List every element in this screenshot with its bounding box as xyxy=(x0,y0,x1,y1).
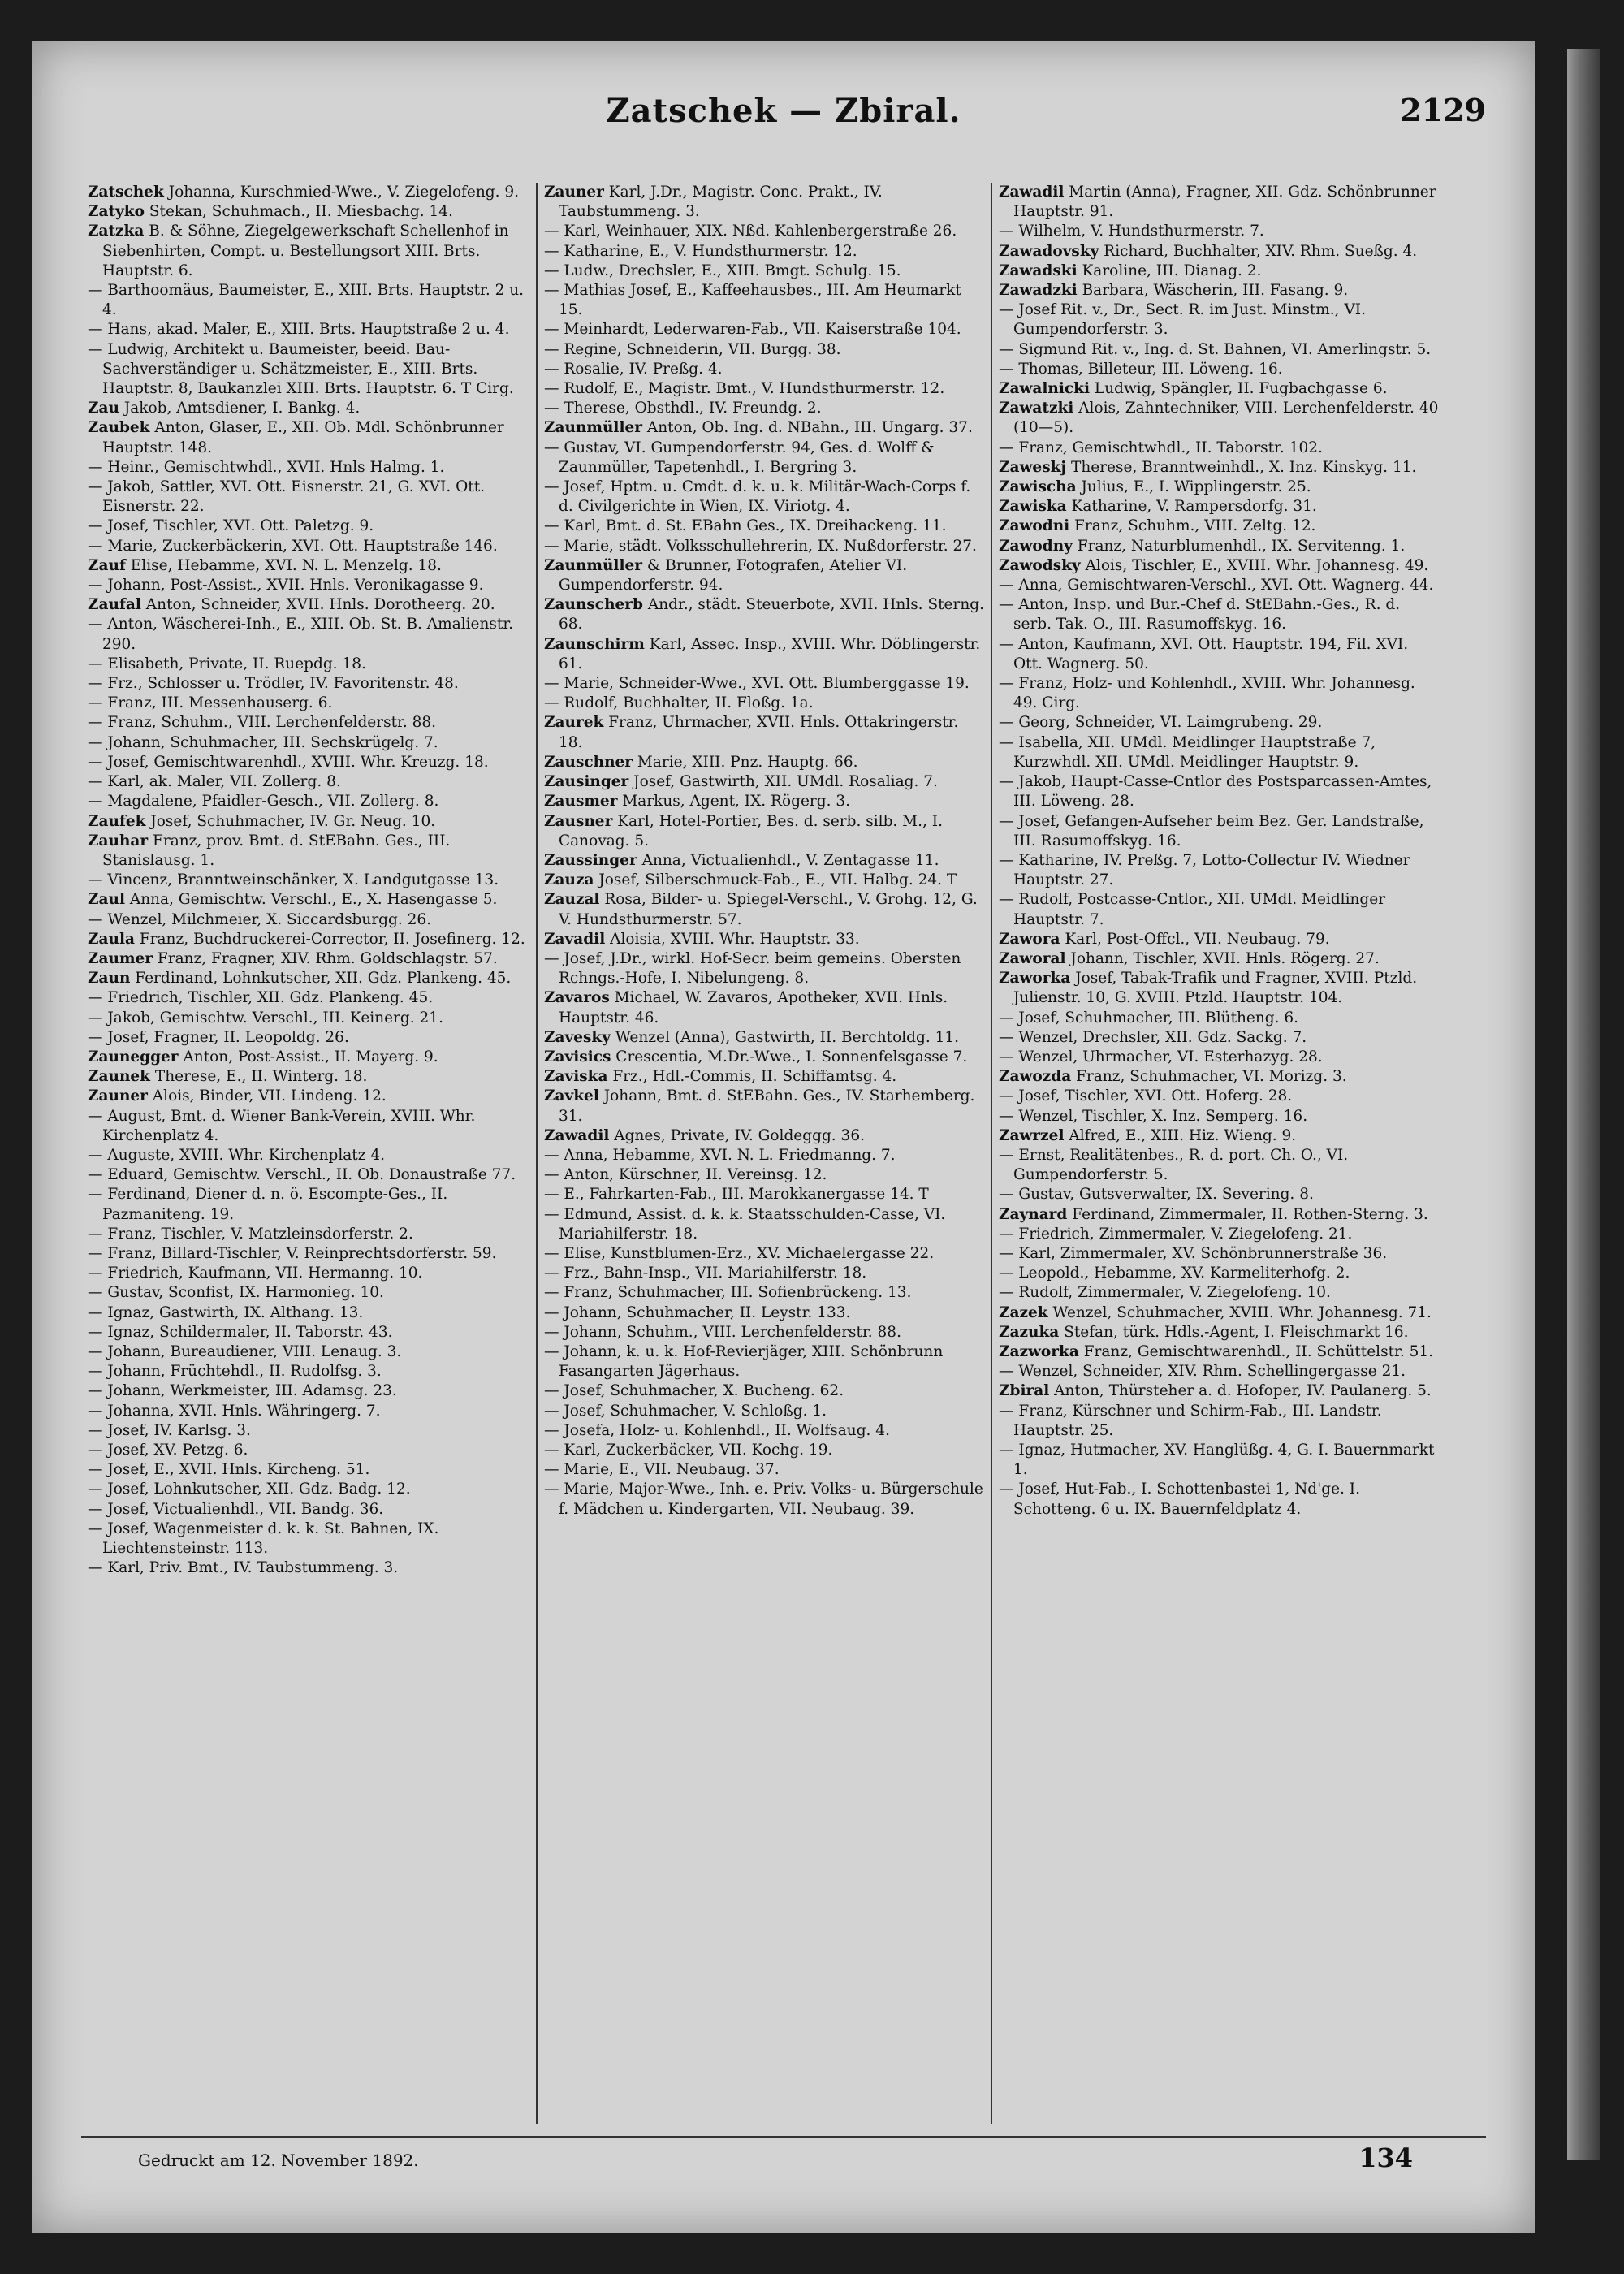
directory-entry: — Franz, III. Messenhauserg. 6. xyxy=(88,694,333,712)
directory-entry: — Josef, Lohnkutscher, XII. Gdz. Badg. 12. xyxy=(88,1481,411,1498)
directory-entry: Zaussinger Anna, Victualienhdl., V. Zentagasse 11. xyxy=(544,851,939,869)
directory-entry: — Franz, Gemischtwhdl., II. Taborstr. 102. xyxy=(999,439,1323,456)
directory-entry: — Jakob, Gemischtw. Verschl., III. Keinerg. 21. xyxy=(88,1009,443,1027)
directory-entry: — Elisabeth, Private, II. Ruepdg. 18. xyxy=(88,655,366,672)
directory-entry: — Josef, Schuhmacher, V. Schloßg. 1. xyxy=(544,1402,827,1420)
directory-entry: — Jakob, Sattler, XVI. Ott. Eisnerstr. 21, G. XVI. Ott. Eisnerstr. 22. xyxy=(88,478,486,516)
directory-entry: — Friedrich, Zimmermaler, V. Ziegelofeng. 21. xyxy=(999,1225,1353,1243)
directory-entry: Zaufek Josef, Schuhmacher, IV. Gr. Neug. 10. xyxy=(88,812,436,830)
directory-entry: Zazuka Stefan, türk. Hdls.-Agent, I. Fleischmarkt 16. xyxy=(999,1323,1409,1341)
directory-entry: Zaweskj Therese, Branntweinhdl., X. Inz. Kinskyg. 11. xyxy=(999,458,1417,476)
directory-entry: — Frz., Bahn-Insp., VII. Mariahilferstr. 18. xyxy=(544,1265,867,1282)
directory-entry: Zaunek Therese, E., II. Winterg. 18. xyxy=(88,1068,368,1086)
directory-entry: — Jakob, Haupt-Casse-Cntlor des Postsparcassen-Amtes, III. Löweng. 28. xyxy=(999,773,1432,811)
directory-entry: — Sigmund Rit. v., Ing. d. St. Bahnen, VI. Amerlingstr. 5. xyxy=(999,340,1432,358)
directory-entry: — Franz, Billard-Tischler, V. Reinprechtsdorferstr. 59. xyxy=(88,1244,497,1262)
directory-entry: — Katharine, E., V. Hundsthurmerstr. 12. xyxy=(544,242,857,260)
page-number: 2129 xyxy=(1400,92,1486,128)
directory-entry: Zawalnicki Ludwig, Spängler, II. Fugbachgasse 6. xyxy=(999,380,1388,398)
column-right xyxy=(991,183,1445,2124)
directory-entry: — Gustav, Gutsverwalter, IX. Severing. 8. xyxy=(999,1186,1314,1204)
directory-entry: — Rosalie, IV. Preßg. 4. xyxy=(544,360,723,378)
directory-entry: Zavkel Johann, Bmt. d. StEBahn. Ges., IV. Starhemberg. 31. xyxy=(544,1087,975,1125)
directory-entry: Zaunmüller & Brunner, Fotografen, Atelier VI. Gumpendorferstr. 94. xyxy=(544,556,908,594)
directory-entry: — Josef, Gefangen-Aufseher beim Bez. Ger. Landstraße, III. Rasumoffskyg. 16. xyxy=(999,812,1424,850)
directory-entry: Zawozda Franz, Schuhmacher, VI. Morizg. 3. xyxy=(999,1068,1347,1086)
directory-entry: — Heinr., Gemischtwhdl., XVII. Hnls Halmg. 1. xyxy=(88,458,445,476)
directory-entry: — Gustav, VI. Gumpendorferstr. 94, Ges. d. Wolff & Zaunmüller, Tapetenhdl., I. Bergring 3. xyxy=(544,439,935,476)
directory-entry: Zaurek Franz, Uhrmacher, XVII. Hnls. Ottakringerstr. 18. xyxy=(544,714,959,751)
directory-entry: Zaufal Anton, Schneider, XVII. Hnls. Dorotheerg. 20. xyxy=(88,596,495,614)
directory-entry: Zausmer Markus, Agent, IX. Rögerg. 3. xyxy=(544,793,850,811)
directory-entry: — Johann, Werkmeister, III. Adamsg. 23. xyxy=(88,1382,397,1400)
directory-entry: — Franz, Tischler, V. Matzleinsdorferstr. 2. xyxy=(88,1225,413,1243)
directory-entry: Zatschek Johanna, Kurschmied-Wwe., V. Ziegelofeng. 9. xyxy=(88,184,520,201)
directory-entry: Zawodni Franz, Schuhm., VIII. Zeltg. 12. xyxy=(999,517,1316,535)
directory-entry: — Johann, Schuhmacher, III. Sechskrügelg. 7. xyxy=(88,733,438,751)
directory-entry: Zazworka Franz, Gemischtwarenhdl., II. Schüttelstr. 51. xyxy=(999,1342,1434,1360)
directory-entry: — Anton, Insp. und Bur.-Chef d. StEBahn.-Ges., R. d. serb. Tak. O., III. Rasumoffskyg. 16. xyxy=(999,596,1401,633)
directory-entry: Zawadil Agnes, Private, IV. Goldeggg. 36. xyxy=(544,1126,865,1144)
directory-entry: — Gustav, Sconfist, IX. Harmonieg. 10. xyxy=(88,1284,384,1302)
directory-entry: — Friedrich, Tischler, XII. Gdz. Plankeng. 45. xyxy=(88,989,434,1007)
directory-entry: — Karl, Bmt. d. St. EBahn Ges., IX. Dreihackeng. 11. xyxy=(544,517,947,535)
directory-entry: Zaworal Johann, Tischler, XVII. Hnls. Rögerg. 27. xyxy=(999,949,1380,967)
directory-entry: Zavadil Aloisia, XVIII. Whr. Hauptstr. 33. xyxy=(544,930,860,948)
print-date: Gedruckt am 12. November 1892. xyxy=(138,2151,419,2170)
directory-entry: — Josef, Hptm. u. Cmdt. d. k. u. k. Militär-Wach-Corps f. d. Civilgerichte in Wien, IX. Viriotg. 4. xyxy=(544,478,971,516)
directory-entry: — E., Fahrkarten-Fab., III. Marokkanergasse 14. T xyxy=(544,1186,929,1204)
directory-entry: Zawadski Karoline, III. Dianag. 2. xyxy=(999,262,1262,279)
directory-entry: Zbiral Anton, Thürsteher a. d. Hofoper, IV. Paulanerg. 5. xyxy=(999,1382,1432,1400)
directory-entry: — Ignaz, Schildermaler, II. Taborstr. 43. xyxy=(88,1323,393,1341)
directory-entry: Zauner Karl, J.Dr., Magistr. Conc. Prakt., IV. Taubstummeng. 3. xyxy=(544,184,883,221)
directory-entry: — Meinhardt, Lederwaren-Fab., VII. Kaiserstraße 104. xyxy=(544,321,961,339)
directory-entry: — Wenzel, Milchmeier, X. Siccardsburgg. 26. xyxy=(88,910,432,928)
directory-entry: — Therese, Obsthdl., IV. Freundg. 2. xyxy=(544,400,822,417)
directory-entry: — Friedrich, Kaufmann, VII. Hermanng. 10. xyxy=(88,1265,423,1282)
directory-entry: — Wenzel, Schneider, XIV. Rhm. Schellingergasse 21. xyxy=(999,1363,1406,1381)
directory-entry: — Rudolf, Buchhalter, II. Floßg. 1a. xyxy=(544,694,814,712)
directory-entry: — Josef, XV. Petzg. 6. xyxy=(88,1442,248,1459)
directory-entry: — Johann, Post-Assist., XVII. Hnls. Veronikagasse 9. xyxy=(88,577,484,594)
directory-entry: — Josef, Gemischtwarenhdl., XVIII. Whr. Kreuzg. 18. xyxy=(88,753,489,771)
directory-entry: — Anna, Hebamme, XVI. N. L. Friedmanng. 7. xyxy=(544,1146,896,1164)
directory-entry: Zaumer Franz, Fragner, XIV. Rhm. Goldschlagstr. 57. xyxy=(88,949,498,967)
directory-entry: Zauhar Franz, prov. Bmt. d. StEBahn. Ges., III. Stanislausg. 1. xyxy=(88,832,451,869)
directory-entry: Zaunscherb Andr., städt. Steuerbote, XVII. Hnls. Sterng. 68. xyxy=(544,596,984,633)
directory-entry: — Josef, Tischler, XVI. Ott. Hoferg. 28. xyxy=(999,1087,1293,1105)
directory-entry: — Wenzel, Uhrmacher, VI. Esterhazyg. 28. xyxy=(999,1048,1323,1066)
column-left xyxy=(81,183,536,2124)
directory-entry: — Josef Rit. v., Dr., Sect. R. im Just. Minstm., VI. Gumpendorferstr. 3. xyxy=(999,301,1366,339)
column-middle xyxy=(536,183,991,2124)
directory-entry: — Josef, Schuhmacher, X. Bucheng. 62. xyxy=(544,1382,844,1400)
document-page xyxy=(32,41,1535,2233)
directory-entry: Zazek Wenzel, Schuhmacher, XVIII. Whr. Johannesg. 71. xyxy=(999,1303,1432,1321)
directory-entry: — Edmund, Assist. d. k. k. Staatsschulden-Casse, VI. Mariahilferstr. 18. xyxy=(544,1205,946,1243)
directory-entry: — Josef, Tischler, XVI. Ott. Paletzg. 9. xyxy=(88,517,374,535)
directory-entry: — Ignaz, Gastwirth, IX. Althang. 13. xyxy=(88,1303,364,1321)
directory-entry: — Marie, Schneider-Wwe., XVI. Ott. Blumberggasse 19. xyxy=(544,675,970,693)
directory-entry: — Vincenz, Branntweinschänker, X. Landgutgasse 13. xyxy=(88,871,499,889)
directory-entry: — Karl, ak. Maler, VII. Zollerg. 8. xyxy=(88,773,341,791)
directory-entry: — Barthoomäus, Baumeister, E., XIII. Brts. Hauptstr. 2 u. 4. xyxy=(88,282,525,319)
directory-entry: — Franz, Holz- und Kohlenhdl., XVIII. Whr. Johannesg. 49. Cirg. xyxy=(999,675,1415,712)
directory-entry: — Franz, Kürschner und Schirm-Fab., III. Landstr. Hauptstr. 25. xyxy=(999,1402,1382,1439)
directory-entry: — Elise, Kunstblumen-Erz., XV. Michaelergasse 22. xyxy=(544,1244,935,1262)
directory-entry: Zawischa Julius, E., I. Wipplingerstr. 25. xyxy=(999,478,1311,496)
directory-entry: — Anton, Kürschner, II. Vereinsg. 12. xyxy=(544,1166,827,1184)
directory-entry: Zawiska Katharine, V. Rampersdorfg. 31. xyxy=(999,498,1317,516)
directory-entry: Zaunegger Anton, Post-Assist., II. Mayerg. 9. xyxy=(88,1048,438,1066)
directory-entry: Zawora Karl, Post-Offcl., VII. Neubaug. 79. xyxy=(999,930,1330,948)
directory-entry: — Karl, Priv. Bmt., IV. Taubstummeng. 3. xyxy=(88,1559,399,1577)
directory-entry: — Josefa, Holz- u. Kohlenhdl., II. Wolfsaug. 4. xyxy=(544,1421,890,1439)
directory-entry: Zawatzki Alois, Zahntechniker, VIII. Lerchenfelderstr. 40 (10—5). xyxy=(999,400,1439,437)
directory-entry: — August, Bmt. d. Wiener Bank-Verein, XVIII. Whr. Kirchenplatz 4. xyxy=(88,1107,476,1144)
directory-entry: Zavesky Wenzel (Anna), Gastwirth, II. Berchtoldg. 11. xyxy=(544,1028,959,1046)
directory-entry: Zauf Elise, Hebamme, XVI. N. L. Menzelg. 18. xyxy=(88,556,442,574)
directory-entry: Zavaros Michael, W. Zavaros, Apotheker, XVII. Hnls. Hauptstr. 46. xyxy=(544,989,948,1027)
directory-entry: Zaul Anna, Gemischtw. Verschl., E., X. Hasengasse 5. xyxy=(88,891,498,909)
directory-entry: — Josef, J.Dr., wirkl. Hof-Secr. beim gemeins. Obersten Rchngs.-Hofe, I. Nibelungeng. 8. xyxy=(544,949,961,988)
directory-entry: Zaubek Anton, Glaser, E., XII. Ob. Mdl. Schönbrunner Hauptstr. 148. xyxy=(88,419,504,456)
directory-entry: — Ernst, Realitätenbes., R. d. port. Ch. O., VI. Gumpendorferstr. 5. xyxy=(999,1146,1349,1184)
directory-entry: — Josef, Hut-Fab., I. Schottenbastei 1, Nd'ge. I. Schotteng. 6 u. IX. Bauernfeldplatz 4. xyxy=(999,1481,1360,1518)
directory-entry: Zavisics Crescentia, M.Dr.-Wwe., I. Sonnenfelsgasse 7. xyxy=(544,1048,968,1066)
page-edge xyxy=(1567,49,1600,2160)
directory-entry: Zauza Josef, Silberschmuck-Fab., E., VII. Halbg. 24. T xyxy=(544,871,957,889)
directory-entry: — Marie, Zuckerbäckerin, XVI. Ott. Hauptstraße 146. xyxy=(88,537,498,555)
directory-entry: — Franz, Schuhm., VIII. Lerchenfelderstr. 88. xyxy=(88,714,437,732)
directory-entry: — Johann, k. u. k. Hof-Revierjäger, XIII. Schönbrunn Fasangarten Jägerhaus. xyxy=(544,1342,944,1381)
page-header xyxy=(81,85,1486,150)
directory-entry: Zaunmüller Anton, Ob. Ing. d. NBahn., III. Ungarg. 37. xyxy=(544,419,973,437)
directory-entry: — Johann, Schuhm., VIII. Lerchenfelderstr. 88. xyxy=(544,1323,901,1341)
directory-entry: — Magdalene, Pfaidler-Gesch., VII. Zollerg. 8. xyxy=(88,793,439,811)
sheet-number: 134 xyxy=(1358,2142,1413,2173)
directory-entry: — Ludwig, Architekt u. Baumeister, beeid. Bau-Sachverständiger u. Schätzmeister, E., XIII. Brts. Hauptstr. 8, Baukanzlei XIII. Brts. Hauptstr. 6. T Cirg. xyxy=(88,340,514,398)
page-title: Zatschek — Zbiral. xyxy=(606,92,961,130)
directory-entry: — Josef, Wagenmeister d. k. k. St. Bahnen, IX. Liechtensteinstr. 113. xyxy=(88,1520,439,1558)
directory-entry: — Johann, Bureaudiener, VIII. Lenaug. 3. xyxy=(88,1342,402,1360)
directory-entry: — Josef, Schuhmacher, III. Blütheng. 6. xyxy=(999,1009,1299,1027)
directory-entry: — Ferdinand, Diener d. n. ö. Escompte-Ges., II. Pazmaniteng. 19. xyxy=(88,1186,448,1223)
directory-entry: Zawodny Franz, Naturblumenhdl., IX. Servitenng. 1. xyxy=(999,537,1406,555)
directory-entry: Zausinger Josef, Gastwirth, XII. UMdl. Rosaliag. 7. xyxy=(544,773,938,791)
directory-entry: — Ignaz, Hutmacher, XV. Hanglüßg. 4, G. I. Bauernmarkt 1. xyxy=(999,1442,1435,1479)
directory-entry: — Marie, städt. Volksschullehrerin, IX. Nußdorferstr. 27. xyxy=(544,537,977,555)
directory-entry: — Johann, Schuhmacher, II. Leystr. 133. xyxy=(544,1303,851,1321)
directory-entry: Zatzka B. & Söhne, Ziegelgewerkschaft Schellenhof in Siebenhirten, Compt. u. Bestellungsort XIII. Brts. Hauptstr. 6. xyxy=(88,223,509,279)
directory-entry: — Anna, Gemischtwaren-Verschl., XVI. Ott. Wagnerg. 44. xyxy=(999,577,1434,594)
directory-entry: — Leopold., Hebamme, XV. Karmeliterhofg. 2. xyxy=(999,1265,1350,1282)
directory-entry: Zaun Ferdinand, Lohnkutscher, XII. Gdz. Plankeng. 45. xyxy=(88,970,512,988)
directory-entry: — Isabella, XII. UMdl. Meidlinger Hauptstraße 7, Kurzwhdl. XII. UMdl. Meidlinger Hauptstr. 9. xyxy=(999,733,1376,771)
directory-entry: — Karl, Zimmermaler, XV. Schönbrunnerstraße 36. xyxy=(999,1244,1388,1262)
directory-entry: — Rudolf, Zimmermaler, V. Ziegelofeng. 10. xyxy=(999,1284,1331,1302)
directory-entry: — Regine, Schneiderin, VII. Burgg. 38. xyxy=(544,340,841,358)
directory-entry: — Rudolf, Postcasse-Cntlor., XII. UMdl. Meidlinger Hauptstr. 7. xyxy=(999,891,1386,928)
directory-entry: Zauner Alois, Binder, VII. Lindeng. 12. xyxy=(88,1087,387,1105)
directory-entry: — Mathias Josef, E., Kaffeehausbes., III. Am Heumarkt 15. xyxy=(544,282,961,319)
directory-entry: — Katharine, IV. Preßg. 7, Lotto-Collectur IV. Wiedner Hauptstr. 27. xyxy=(999,851,1410,889)
directory-entry: — Anton, Kaufmann, XVI. Ott. Hauptstr. 194, Fil. XVI. Ott. Wagnerg. 50. xyxy=(999,635,1409,672)
directory-entry: Zawadzki Barbara, Wäscherin, III. Fasang. 9. xyxy=(999,282,1349,300)
directory-entry: — Frz., Schlosser u. Trödler, IV. Favoritenstr. 48. xyxy=(88,675,459,693)
page-footer xyxy=(81,2136,1486,2186)
directory-entry: — Josef, Victualienhdl., VII. Bandg. 36. xyxy=(88,1500,384,1518)
directory-entry: — Josef, Fragner, II. Leopoldg. 26. xyxy=(88,1028,349,1046)
directory-entry: Zau Jakob, Amtsdiener, I. Bankg. 4. xyxy=(88,400,361,417)
directory-entry: Zauzal Rosa, Bilder- u. Spiegel-Verschl., V. Grohg. 12, G. V. Hundsthurmerstr. 57. xyxy=(544,891,978,928)
directory-entry: — Marie, E., VII. Neubaug. 37. xyxy=(544,1461,780,1479)
directory-entry: Zatyko Stekan, Schuhmach., II. Miesbachg. 14. xyxy=(88,203,453,221)
directory-entry: Zawadovsky Richard, Buchhalter, XIV. Rhm. Sueßg. 4. xyxy=(999,242,1418,260)
directory-entry: — Rudolf, E., Magistr. Bmt., V. Hundsthurmerstr. 12. xyxy=(544,380,945,398)
directory-entry: — Karl, Zuckerbäcker, VII. Kochg. 19. xyxy=(544,1442,833,1459)
directory-entry: — Josef, IV. Karlsg. 3. xyxy=(88,1421,251,1439)
directory-entry: — Marie, Major-Wwe., Inh. e. Priv. Volks- u. Bürgerschule f. Mädchen u. Kindergarten, VII. Neubaug. 39. xyxy=(544,1481,983,1518)
directory-entry: Zaviska Frz., Hdl.-Commis, II. Schiffamtsg. 4. xyxy=(544,1068,897,1086)
directory-entry: Zawadil Martin (Anna), Fragner, XII. Gdz. Schönbrunner Hauptstr. 91. xyxy=(999,184,1436,221)
directory-entry: Zausner Karl, Hotel-Portier, Bes. d. serb. silb. M., I. Canovag. 5. xyxy=(544,812,943,850)
directory-entry: — Josef, E., XVII. Hnls. Kircheng. 51. xyxy=(88,1461,370,1479)
directory-entry: — Eduard, Gemischtw. Verschl., II. Ob. Donaustraße 77. xyxy=(88,1166,516,1184)
directory-entry: Zaunschirm Karl, Assec. Insp., XVIII. Whr. Döblingerstr. 61. xyxy=(544,635,981,672)
directory-entry: — Hans, akad. Maler, E., XIII. Brts. Hauptstraße 2 u. 4. xyxy=(88,321,510,339)
directory-entry: — Johanna, XVII. Hnls. Währingerg. 7. xyxy=(88,1402,381,1420)
directory-entry: Zawrzel Alfred, E., XIII. Hiz. Wieng. 9. xyxy=(999,1126,1297,1144)
directory-entry: — Karl, Weinhauer, XIX. Nßd. Kahlenbergerstraße 26. xyxy=(544,223,957,240)
directory-entry: — Wilhelm, V. Hundsthurmerstr. 7. xyxy=(999,223,1264,240)
directory-entry: Zaula Franz, Buchdruckerei-Corrector, II. Josefinerg. 12. xyxy=(88,930,525,948)
directory-entry: — Johann, Früchtehdl., II. Rudolfsg. 3. xyxy=(88,1363,382,1381)
directory-entry: — Georg, Schneider, VI. Laimgrubeng. 29. xyxy=(999,714,1323,732)
directory-entry: Zawodsky Alois, Tischler, E., XVIII. Whr. Johannesg. 49. xyxy=(999,556,1429,574)
directory-entry: — Auguste, XVIII. Whr. Kirchenplatz 4. xyxy=(88,1146,385,1164)
directory-entry: Zaworka Josef, Tabak-Trafik und Fragner, XVIII. Ptzld. Julienstr. 10, G. XVIII. Ptzld. Hauptstr. 104. xyxy=(999,970,1418,1007)
directory-entry: Zauschner Marie, XIII. Pnz. Hauptg. 66. xyxy=(544,753,858,771)
directory-entry: — Wenzel, Tischler, X. Inz. Semperg. 16. xyxy=(999,1107,1308,1125)
directory-entry: — Ludw., Drechsler, E., XIII. Bmgt. Schulg. 15. xyxy=(544,262,901,279)
directory-columns xyxy=(81,183,1445,2124)
directory-entry: — Anton, Wäscherei-Inh., E., XIII. Ob. St. B. Amalienstr. 290. xyxy=(88,616,514,653)
directory-entry: — Wenzel, Drechsler, XII. Gdz. Sackg. 7. xyxy=(999,1028,1307,1046)
directory-entry: — Franz, Schuhmacher, III. Sofienbrückeng. 13. xyxy=(544,1284,912,1302)
directory-entry: Zaynard Ferdinand, Zimmermaler, II. Rothen-Sterng. 3. xyxy=(999,1205,1428,1223)
directory-entry: — Thomas, Billeteur, III. Löweng. 16. xyxy=(999,360,1283,378)
